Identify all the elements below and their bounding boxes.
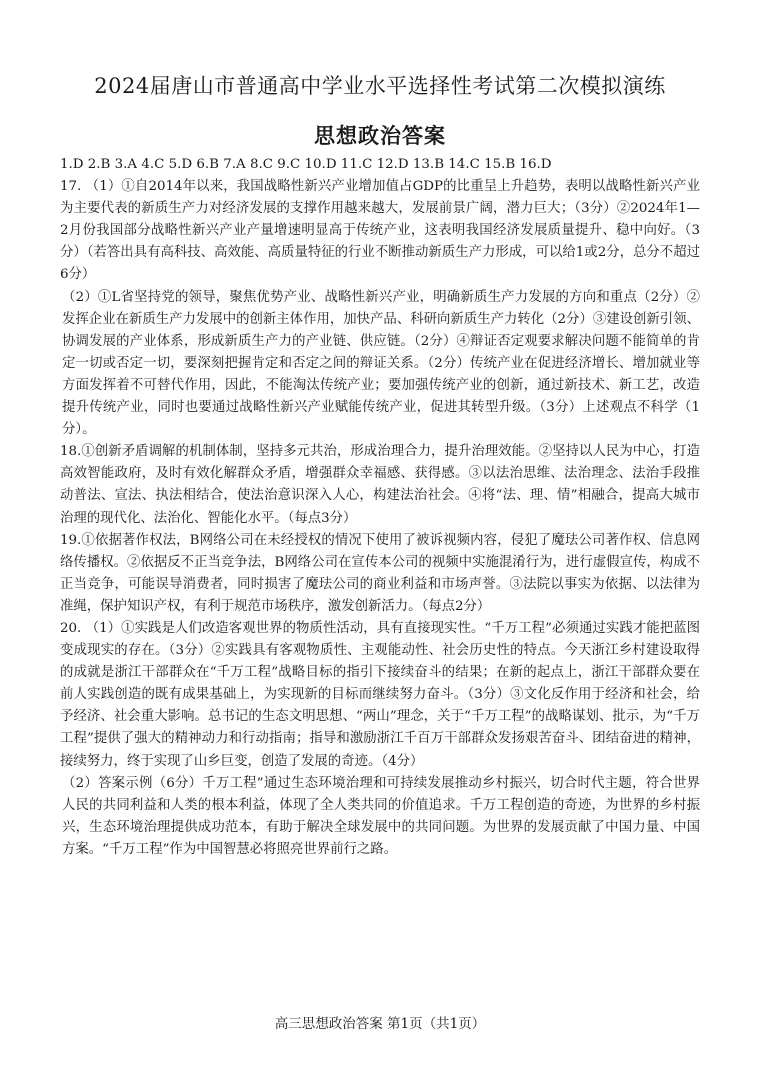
document-title: 2024届唐山市普通高中学业水平选择性考试第二次模拟演练: [94, 74, 666, 98]
answer-20-part-1: 20. （1）①实践是人们改造客观世界的物质性活动，具有直接现实性。“千万工程”必须通过实践才能把蓝图变成现实的存在。（3分）②实践具有客观物质性、主观能动性、社会历史性的特点。今天浙江乡村建设取得的成就是浙江干部群众在“千万工程”战略目标的指引下接续奋斗的结果；在新的起点上，浙江干部群众要在前人实践创造的既有成果基础上，为实现新的目标而继续努力奋斗。（3分）③文化反作用于经济和社会，给予经济、社会重大影响。总书记的生态文明思想、“两山”理念，关于“千万工程”的战略谋划、批示，为“千万工程”提供了强大的精神动力和行动指南；指导和激励浙江千百万干部群众发扬艰苦奋斗、团结奋进的精神，接续努力，终于实现了山乡巨变，创造了发展的奇迹。（4分）: [60, 620, 700, 769]
answer-20-part-2: （2）答案示例（6分）千万工程”通过生态环境治理和可持续发展推动乡村振兴，切合时代主题，符合世界人民的共同利益和人类的根本利益，体现了全人类共同的价值追求。千万工程创造的奇迹，为世界的乡村振兴，生态环境治理提供成功范本，有助于解决全球发展中的共同问题。为世界的发展贡献了中国力量、中国方案。“千万工程”作为中国智慧必将照亮世界前行之路。: [62, 775, 700, 857]
answer-18: 18.①创新矛盾调解的机制体制，坚持多元共治，形成治理合力，提升治理效能。②坚持以人民为中心，打造高效智能政府，及时有效化解群众矛盾，增强群众幸福感、获得感。③以法治思维、法治理念、法治手段推动普法、宣法、执法相结合，使法治意识深入人心，构建法治社会。④将“法、理、情”相融合，提高大城市治理的现代化、法治化、智能化水平。（每点3分）: [60, 444, 700, 526]
multiple-choice-answers: 1.D 2.B 3.A 4.C 5.D 6.B 7.A 8.C 9.C 10.D 11.C 12.D 13.B 14.C 15.B 16.D: [60, 157, 552, 172]
document-subtitle: 思想政治答案: [314, 123, 446, 148]
page-footer: 高三思想政治答案 第1页（共1页）: [274, 1016, 486, 1032]
answer-17-part-1: 17. （1）①自2014年以来，我国战略性新兴产业增加值占GDP的比重呈上升趋势，表明以战略性新兴产业为主要代表的新质生产力对经济发展的支撑作用越来越大，发展前景广阔，潜力巨大；（3分）②2024年1—2月份我国部分战略性新兴产业产量增速明显高于传统产业，这表明我国经济发展质量提升、稳中向好。（3分）（若答出具有高科技、高效能、高质量特征的行业不断推动新质生产力形成，可以给1或2分，总分不超过6分）: [60, 179, 700, 283]
answer-body: [60, 154, 700, 861]
answer-17-part-2: （2）①L省坚持党的领导，聚焦优势产业、战略性新兴产业，明确新质生产力发展的方向和重点（2分）②发挥企业在新质生产力发展中的创新主体作用，加快产品、科研向新质生产力转化（2分）③建设创新引领、协调发展的产业体系，形成新质生产力的产业链、供应链。（2分）④辩证否定观要求解决问题不能简单的肯定一切或否定一切，要深刻把握肯定和否定之间的辩证关系。（2分）传统产业在促进经济增长、增加就业等方面发挥着不可替代作用，因此，不能淘汰传统产业；要加强传统产业的创新，通过新技术、新工艺，改造提升传统产业，同时也要通过战略性新兴产业赋能传统产业，促进其转型升级。（3分）上述观点不科学（1分）。: [62, 289, 700, 438]
answer-19: 19.①依据著作权法，B网络公司在未经授权的情况下使用了被诉视频内容，侵犯了魔珐公司著作权、信息网络传播权。②依据反不正当竞争法，B网络公司在宣传本公司的视频中实施混淆行为，进行虚假宣传，构成不正当竞争，可能误导消费者，同时损害了魔珐公司的商业利益和市场声誉。③法院以事实为依据、以法律为准绳，保护知识产权，有利于规范市场秩序，激发创新活力。（每点2分）: [60, 532, 700, 614]
